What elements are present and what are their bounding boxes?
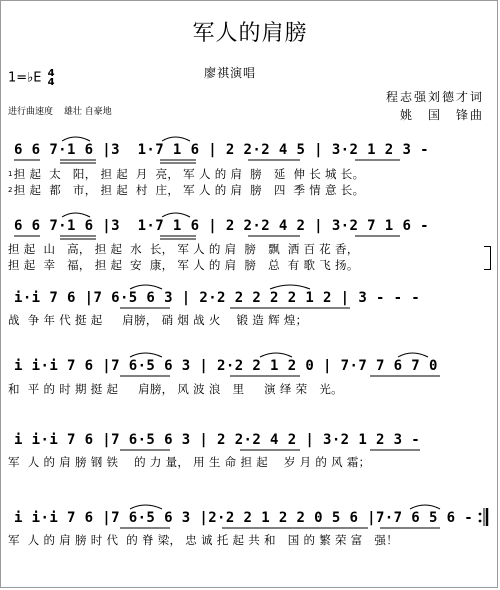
key-signature <box>8 69 55 87</box>
lyric-text: 担 起 太 阳， 担 起 月 亮， 军 人 的 肩 膀 延 伸 长 城 长。 <box>13 167 365 181</box>
lyric-line <box>8 532 488 548</box>
lyric-line <box>8 381 488 397</box>
tempo-marking <box>8 104 112 117</box>
time-signature <box>48 69 55 87</box>
lyric-line <box>8 182 488 198</box>
lyric-text: 担 起 山 高， 担 起 水 长， 军 人 的 肩 膀 飘 洒 百 花 香， <box>8 242 359 256</box>
notation-row: i·i 7 6 |7 6·5 6 3 | 2·2 2 2 2 2 1 2 | 3 - - - <box>14 290 421 306</box>
lyric-text: 战 争 年 代 挺 起 肩膀， 硝 烟 战 火 锻 造 辉 煌； <box>8 313 308 327</box>
tempo-speed: 进行曲速度 <box>8 107 54 117</box>
tempo-mood: 雄壮 自豪地 <box>63 107 112 117</box>
song-title: 军人的肩膀 <box>192 21 308 46</box>
composer-credit: 姚 国 锋曲 <box>399 108 484 122</box>
lyric-text: 军 人 的 肩 膀 钢 铁 的 力 量， 用 生 命 担 起 岁 月 的 风 霜； <box>8 455 371 469</box>
key-label: 1=♭E <box>8 70 42 86</box>
notation-row: 6 6 7·1 6 |3 1·7 1 6 | 2 2·2 4 2 | 3·2 7 1 6 - <box>14 218 429 234</box>
lyric-line <box>8 241 488 257</box>
lyric-line <box>8 166 488 182</box>
lyric-text: 担 起 都 市， 担 起 村 庄， 军 人 的 肩 膀 四 季 情 意 长。 <box>13 183 365 197</box>
lyric-line <box>8 454 488 470</box>
verse-number: 1 <box>8 170 13 178</box>
lyric-text: 军 人 的 肩 膀 时 代 的 脊 梁， 忠 诚 托 起 共 和 国 的 繁 荣 富 强！ <box>8 533 398 547</box>
notation-row: 6 6 7·1 6 |3 1·7 1 6 | 2 2·2 4 5 | 3·2 1 2 3 - <box>14 142 429 158</box>
verse-number: 2 <box>8 186 13 194</box>
repeat-bracket <box>484 246 491 270</box>
meter-top: 4 <box>47 68 55 79</box>
lyric-text: 和 平 的 时 期 挺 起 肩膀， 风 波 浪 里 演 绎 荣 光。 <box>8 382 343 396</box>
meter-bottom: 4 <box>47 77 55 88</box>
lyric-line <box>8 257 488 273</box>
notation-row: i i·i 7 6 |7 6·5 6 3 | 2·2 2 1 2 0 | 7·7 7 6 7 0 <box>14 358 438 374</box>
lyric-text: 担 起 幸 福， 担 起 安 康， 军 人 的 肩 膀 总 有 歌 飞 扬。 <box>8 258 359 272</box>
performer-credit: 廖祺演唱 <box>204 66 257 80</box>
notation-row: i i·i 7 6 |7 6·5 6 3 | 2 2·2 4 2 | 3·2 1 2 3 - <box>14 432 421 448</box>
lyric-line <box>8 312 488 328</box>
lyricist-credit: 程志强刘德才词 <box>385 90 484 104</box>
notation-row: i i·i 7 6 |7 6·5 6 3 |2·2 2 1 2 2 0 5 6 |7·7 6 5 6 - <box>14 510 474 526</box>
